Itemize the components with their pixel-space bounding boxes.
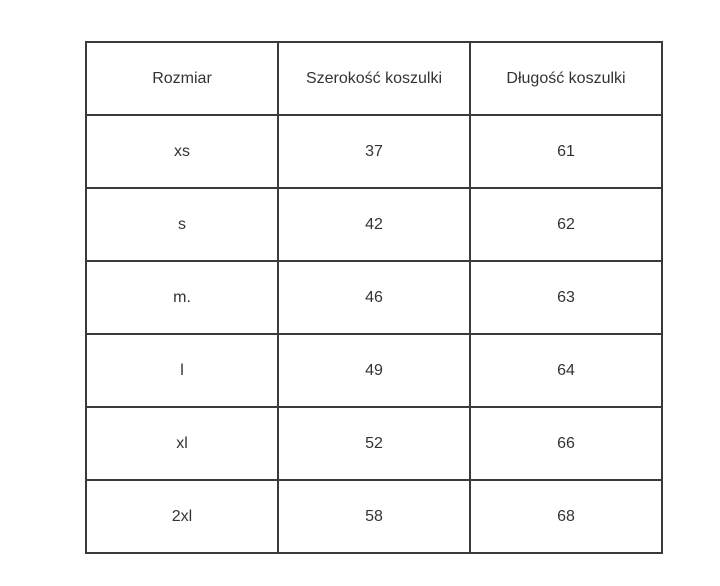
table-row: [86, 480, 662, 553]
table-row: [86, 334, 662, 407]
size-cell: xl: [86, 407, 278, 480]
width-cell: 52: [278, 407, 470, 480]
table-row: [86, 188, 662, 261]
table-row: [86, 407, 662, 480]
length-cell: 64: [470, 334, 662, 407]
length-cell: 61: [470, 115, 662, 188]
table-row: [86, 261, 662, 334]
header-length: Długość koszulki: [470, 42, 662, 115]
table-row: [86, 115, 662, 188]
size-cell: s: [86, 188, 278, 261]
length-cell: 62: [470, 188, 662, 261]
width-cell: 42: [278, 188, 470, 261]
size-cell: 2xl: [86, 480, 278, 553]
header-width: Szerokość koszulki: [278, 42, 470, 115]
width-cell: 58: [278, 480, 470, 553]
header-size: Rozmiar: [86, 42, 278, 115]
length-cell: 68: [470, 480, 662, 553]
length-cell: 63: [470, 261, 662, 334]
size-chart-table: [85, 41, 663, 554]
width-cell: 49: [278, 334, 470, 407]
size-cell: l: [86, 334, 278, 407]
size-cell: xs: [86, 115, 278, 188]
table-header-row: [86, 42, 662, 115]
width-cell: 46: [278, 261, 470, 334]
size-cell: m.: [86, 261, 278, 334]
width-cell: 37: [278, 115, 470, 188]
length-cell: 66: [470, 407, 662, 480]
